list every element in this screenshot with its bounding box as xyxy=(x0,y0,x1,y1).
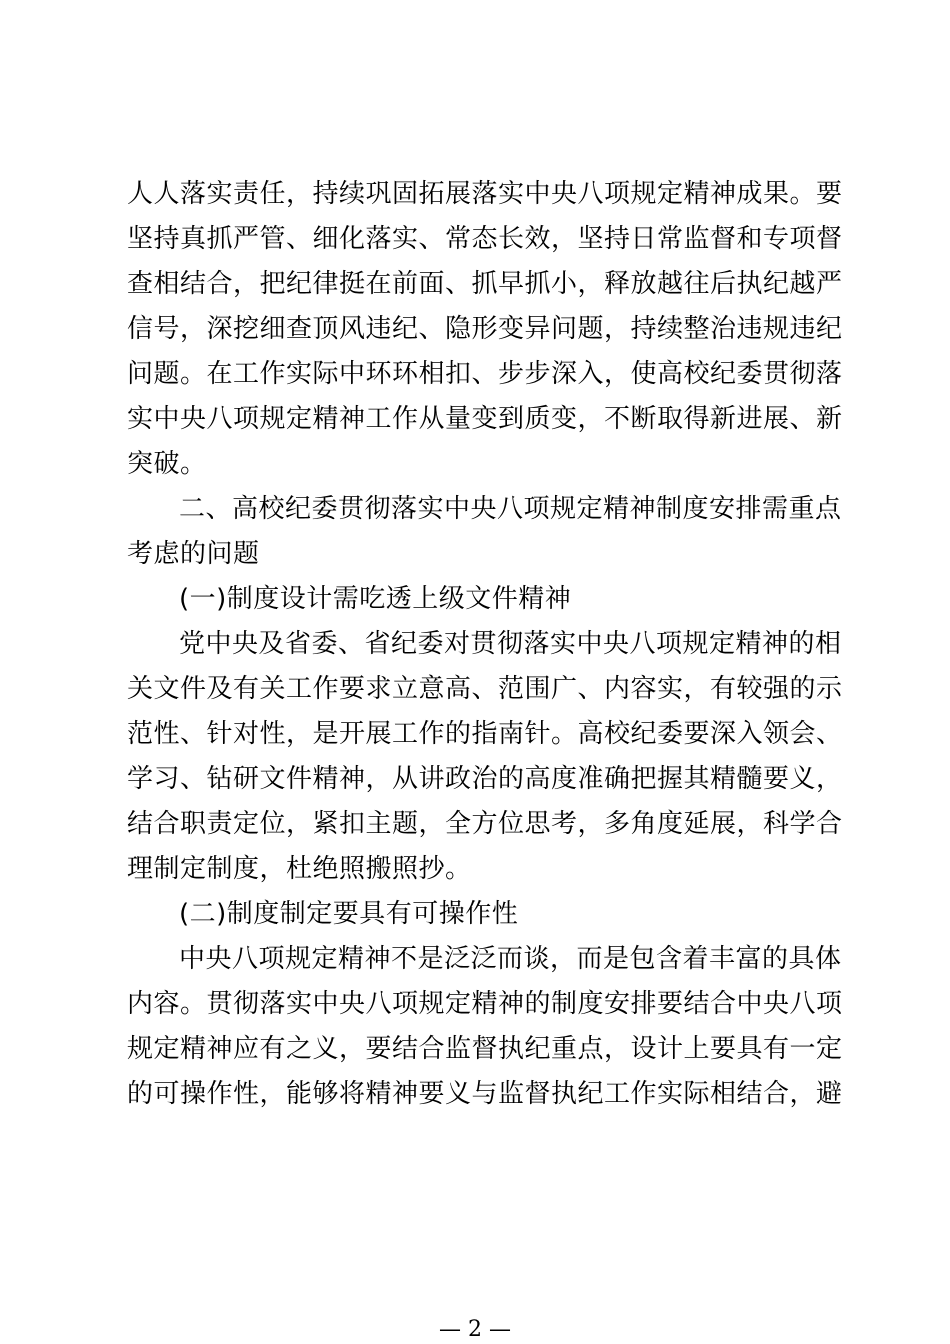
text-line: 坚持真抓严管、细化落实、常态长效，坚持日常监督和专项督 xyxy=(127,224,843,254)
section-heading-cont: 考虑的问题 xyxy=(127,539,260,569)
subsection-heading: (二)制度制定要具有可操作性 xyxy=(179,899,519,929)
text-line: 突破。 xyxy=(127,449,207,479)
text-line: 查相结合，把纪律挺在前面、抓早抓小，释放越往后执纪越严 xyxy=(127,269,843,299)
text-line: 内容。贯彻落实中央八项规定精神的制度安排要结合中央八项 xyxy=(127,989,843,1019)
text-line: 结合职责定位，紧扣主题，全方位思考，多角度延展，科学合 xyxy=(127,809,843,839)
text-line: 的可操作性，能够将精神要义与监督执纪工作实际相结合，避 xyxy=(127,1079,843,1109)
text-line: 范性、针对性，是开展工作的指南针。高校纪委要深入领会、 xyxy=(127,719,843,749)
text-line: 实中央八项规定精神工作从量变到质变，不断取得新进展、新 xyxy=(127,404,843,434)
text-line: 党中央及省委、省纪委对贯彻落实中央八项规定精神的相 xyxy=(179,629,842,659)
text-line: 规定精神应有之义，要结合监督执纪重点，设计上要具有一定 xyxy=(127,1034,843,1064)
section-heading: 二、高校纪委贯彻落实中央八项规定精神制度安排需重点 xyxy=(179,494,842,524)
text-line: 信号，深挖细查顶风违纪、隐形变异问题，持续整治违规违纪 xyxy=(127,314,843,344)
text-line: 学习、钻研文件精神，从讲政治的高度准确把握其精髓要义， xyxy=(127,764,843,794)
text-line: 问题。在工作实际中环环相扣、步步深入，使高校纪委贯彻落 xyxy=(127,359,843,389)
text-line: 人人落实责任，持续巩固拓展落实中央八项规定精神成果。要 xyxy=(127,179,843,209)
subsection-heading: (一)制度设计需吃透上级文件精神 xyxy=(179,584,572,614)
text-line: 中央八项规定精神不是泛泛而谈，而是包含着丰富的具体 xyxy=(179,944,842,974)
text-line: 关文件及有关工作要求立意高、范围广、内容实，有较强的示 xyxy=(127,674,843,704)
page-number: — 2 — xyxy=(439,1317,511,1342)
document-body xyxy=(127,172,843,1117)
text-line: 理制定制度，杜绝照搬照抄。 xyxy=(127,854,472,884)
